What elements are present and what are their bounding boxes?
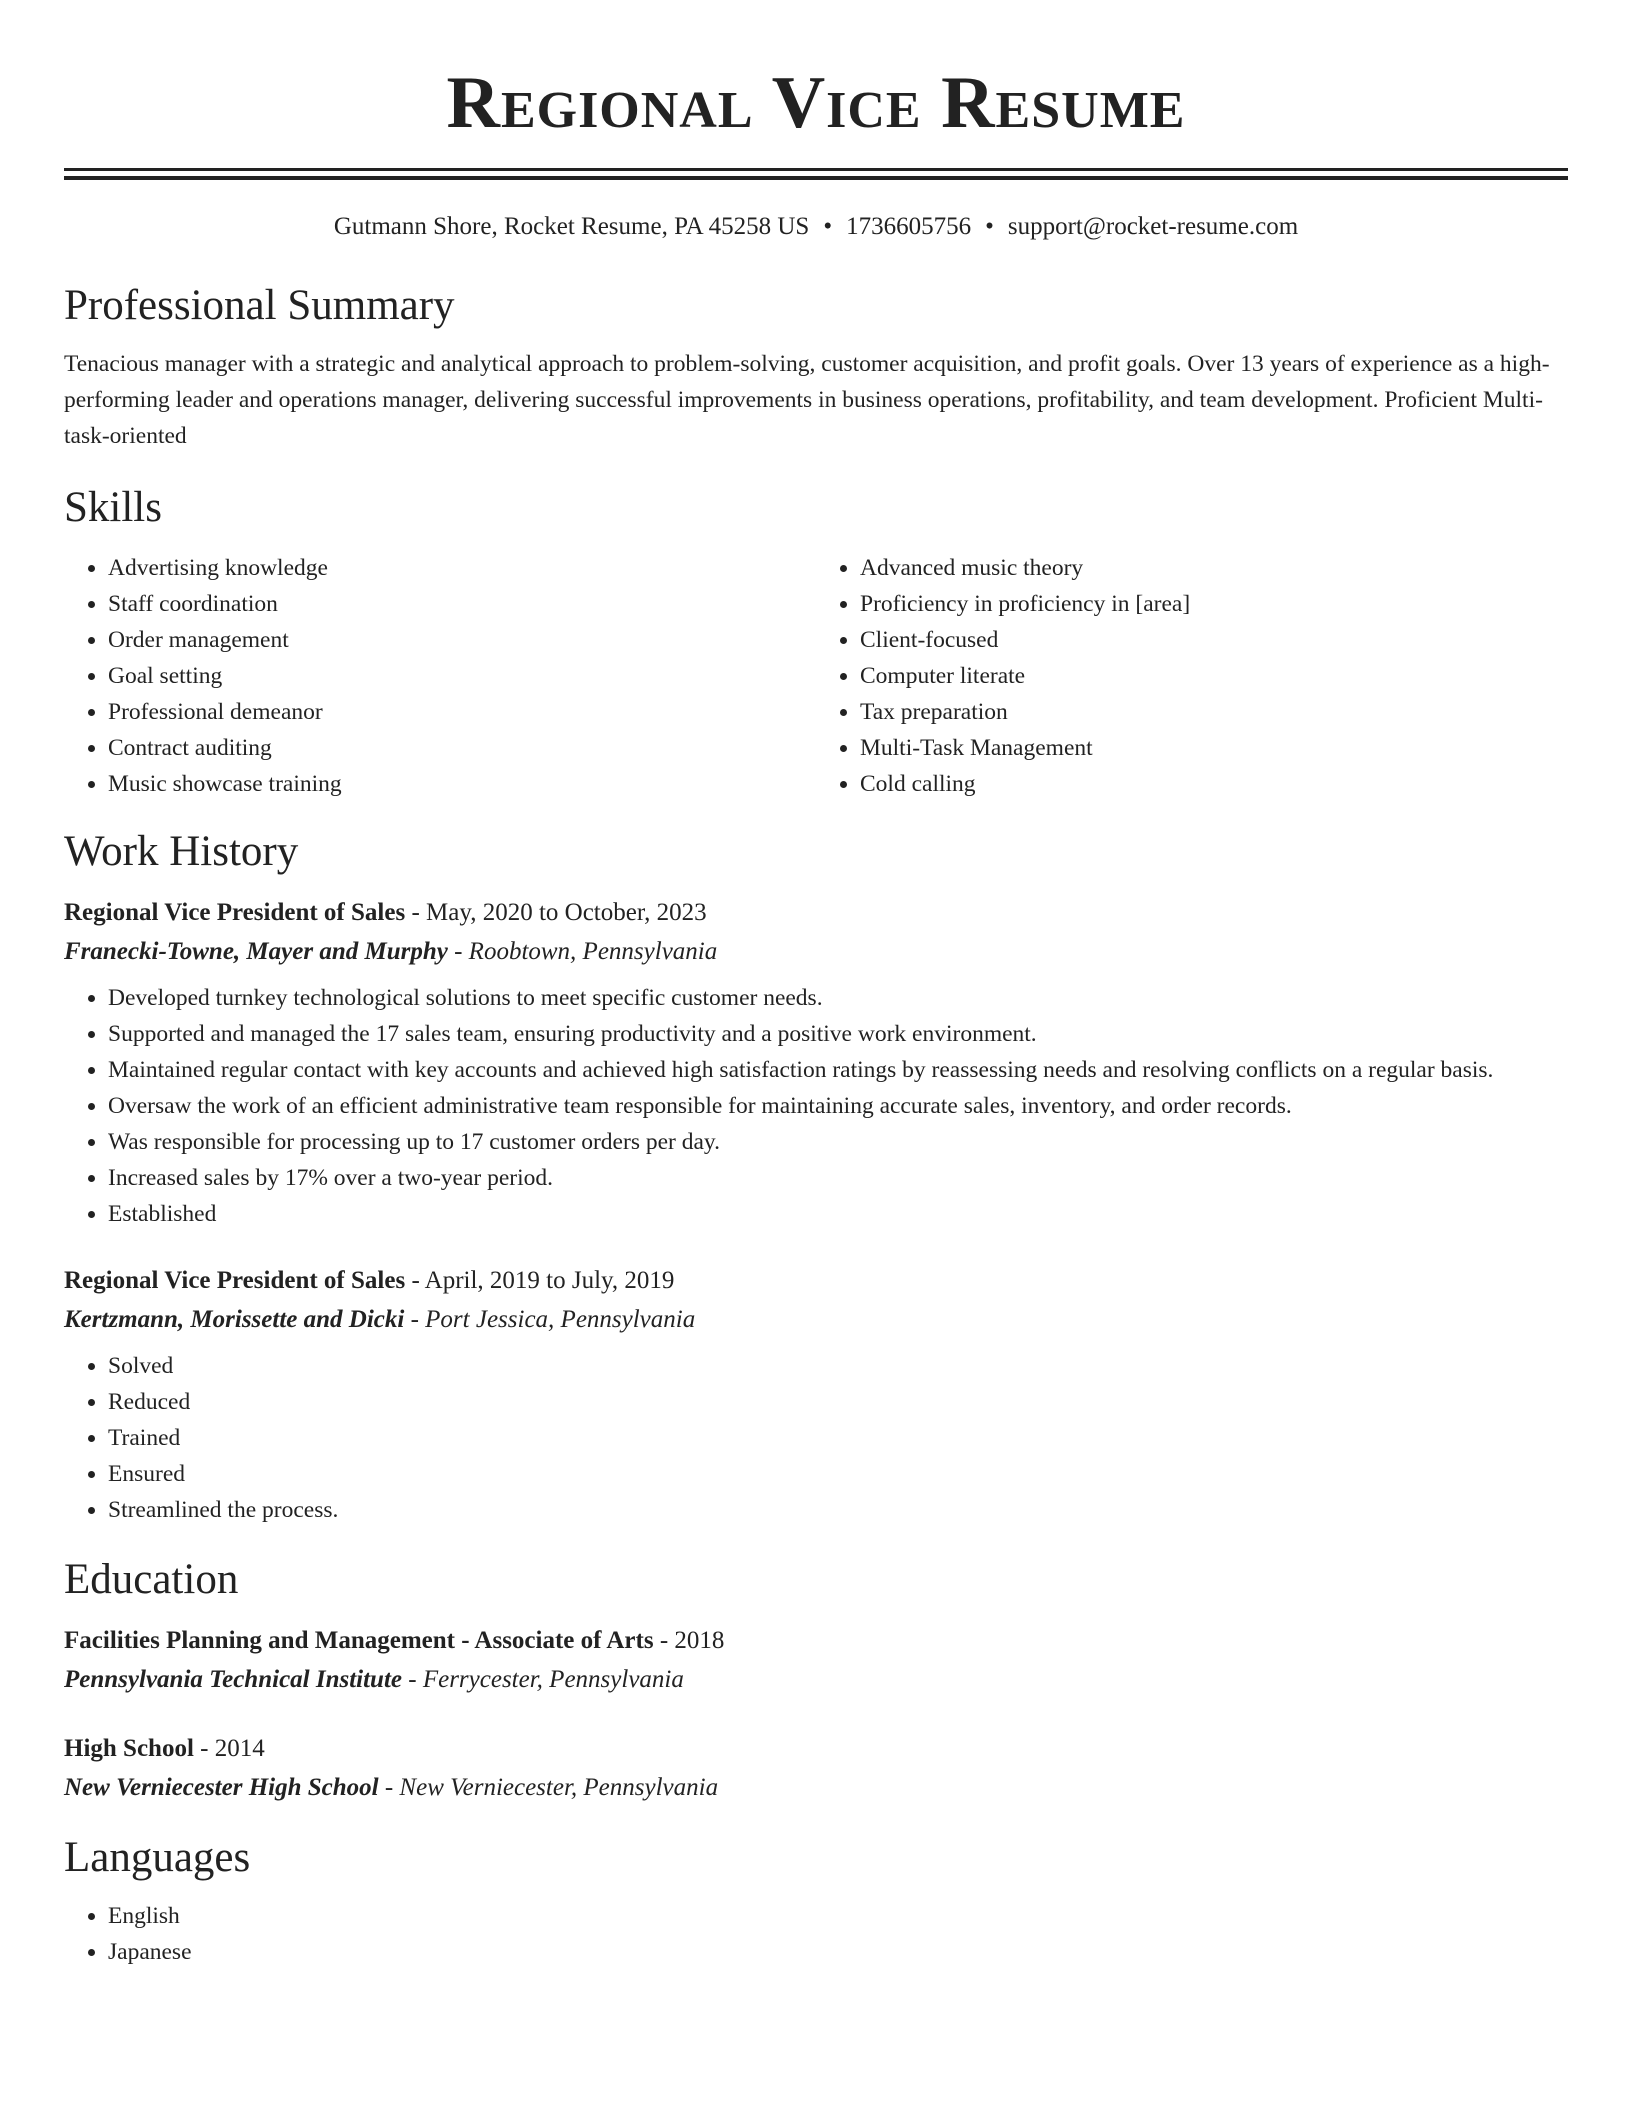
contact-separator: • <box>823 213 833 240</box>
job-bullet: • Developed turnkey technological solutions to meet specific customer needs. <box>108 980 1568 1016</box>
divider-line-thin <box>64 168 1568 171</box>
job-bullet: • Established <box>108 1196 1568 1232</box>
education-location: - New Verniecester, Pennsylvania <box>378 1774 719 1801</box>
language-item: • Japanese <box>108 1934 1568 1970</box>
page-title: Regional Vice Resume <box>446 62 1186 144</box>
job-title-line <box>64 894 1568 932</box>
divider-line-thick <box>64 176 1568 180</box>
skill-item: • Staff coordination <box>108 586 816 622</box>
education-year: - 2014 <box>193 1735 265 1762</box>
education-year: - 2018 <box>653 1627 725 1654</box>
job-dates: - May, 2020 to October, 2023 <box>405 899 707 926</box>
summary-heading: Professional Summary <box>64 282 455 329</box>
education-entry <box>64 1622 1568 1700</box>
education-school-line <box>64 1768 1568 1808</box>
education-degree-line <box>64 1730 1568 1768</box>
job-bullet: • Ensured <box>108 1456 1568 1492</box>
education-school-line <box>64 1660 1568 1700</box>
skills-list <box>64 550 1568 802</box>
contact-address: Gutmann Shore, Rocket Resume, PA 45258 US <box>333 213 810 240</box>
education-degree: High School <box>64 1735 194 1762</box>
skill-item: • Goal setting <box>108 658 816 694</box>
summary-text: Tenacious manager with a strategic and analytical approach to problem-solving, customer acquisition, and profit goals. Over 13 years of experience as a high-performing leader and operations manager, delivering successful improvements in business operations, profitability, and team development. Proficient Multi-task-oriented <box>64 351 1550 449</box>
skill-item: • Cold calling <box>860 766 1568 802</box>
job-bullet: • Was responsible for processing up to 17 customer orders per day. <box>108 1124 1568 1160</box>
contact-phone: 1736605756 <box>846 213 972 240</box>
job-bullet: • Maintained regular contact with key accounts and achieved high satisfaction ratings by reassessing needs and resolving conflicts on a regular basis. <box>108 1052 1568 1088</box>
skill-item: • Client-focused <box>860 622 1568 658</box>
job-entry <box>64 894 1568 1232</box>
skill-item: • Computer literate <box>860 658 1568 694</box>
skill-item: • Advanced music theory <box>860 550 1568 586</box>
education-degree: Facilities Planning and Management - Associate of Arts <box>64 1627 654 1654</box>
job-bullet: • Supported and managed the 17 sales team, ensuring productivity and a positive work environment. <box>108 1016 1568 1052</box>
job-bullet: • Oversaw the work of an efficient administrative team responsible for maintaining accurate sales, inventory, and order records. <box>108 1088 1568 1124</box>
languages-heading: Languages <box>64 1834 251 1881</box>
skill-item: • Professional demeanor <box>108 694 816 730</box>
job-title-line <box>64 1262 1568 1300</box>
contact-line <box>64 210 1568 244</box>
skill-item: • Advertising knowledge <box>108 550 816 586</box>
job-company: Franecki-Towne, Mayer and Murphy <box>64 938 448 965</box>
title-divider <box>64 168 1568 180</box>
education-degree-line <box>64 1622 1568 1660</box>
education-heading: Education <box>64 1556 239 1603</box>
skill-item: • Order management <box>108 622 816 658</box>
skills-column-right <box>816 550 1568 802</box>
skill-item: • Proficiency in proficiency in [area] <box>860 586 1568 622</box>
job-bullet: • Trained <box>108 1420 1568 1456</box>
job-bullet: • Reduced <box>108 1384 1568 1420</box>
job-bullet: • Solved <box>108 1348 1568 1384</box>
job-company-line <box>64 1300 1568 1340</box>
work-history-heading: Work History <box>64 828 299 875</box>
skills-heading: Skills <box>64 484 162 531</box>
job-company: Kertzmann, Morissette and Dicki <box>64 1306 405 1333</box>
education-entry <box>64 1730 1568 1808</box>
job-location: - Port Jessica, Pennsylvania <box>404 1306 696 1333</box>
languages-list <box>64 1898 1568 1970</box>
job-dates: - April, 2019 to July, 2019 <box>405 1267 675 1294</box>
skills-column-left <box>64 550 816 802</box>
education-school: Pennsylvania Technical Institute <box>64 1666 403 1693</box>
contact-separator: • <box>985 213 994 240</box>
job-bullets <box>64 1348 1568 1528</box>
contact-email: support@rocket-resume.com <box>1007 213 1299 240</box>
skill-item: • Music showcase training <box>108 766 816 802</box>
skill-item: • Multi-Task Management <box>860 730 1568 766</box>
job-location: - Roobtown, Pennsylvania <box>447 938 718 965</box>
education-location: - Ferrycester, Pennsylvania <box>402 1666 684 1693</box>
job-title: Regional Vice President of Sales <box>64 899 406 926</box>
job-bullet: • Increased sales by 17% over a two-year period. <box>108 1160 1568 1196</box>
job-bullets <box>64 980 1568 1232</box>
job-bullet: • Streamlined the process. <box>108 1492 1568 1528</box>
language-item: • English <box>108 1898 1568 1934</box>
skill-item: • Tax preparation <box>860 694 1568 730</box>
skill-item: • Contract auditing <box>108 730 816 766</box>
job-company-line <box>64 932 1568 972</box>
languages-section <box>64 1898 1568 1970</box>
job-title: Regional Vice President of Sales <box>64 1267 406 1294</box>
job-entry <box>64 1262 1568 1528</box>
education-school: New Verniecester High School <box>64 1774 379 1801</box>
